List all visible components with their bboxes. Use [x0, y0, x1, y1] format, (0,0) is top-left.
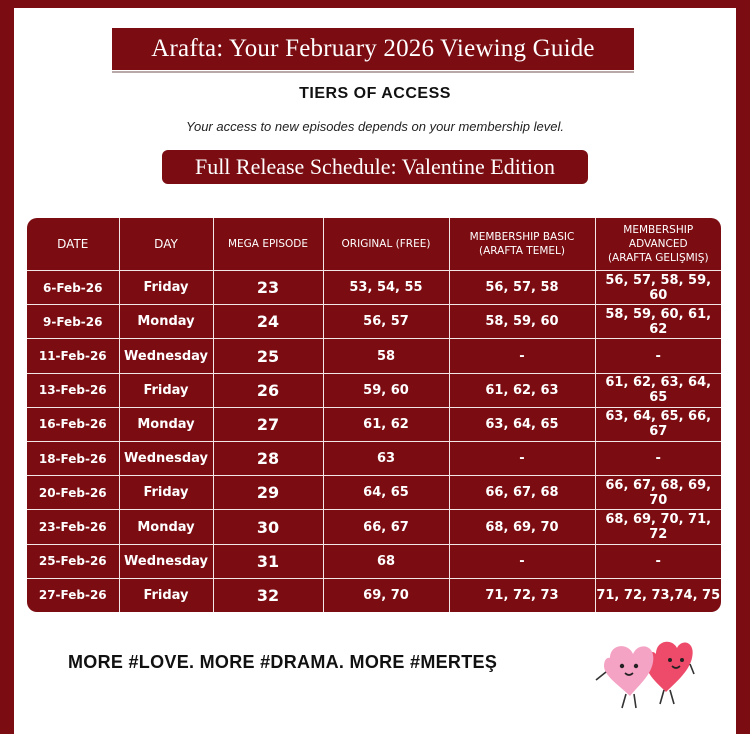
cell-date: 16-Feb-26 [27, 407, 119, 441]
cell-date: 27-Feb-26 [27, 578, 119, 612]
table-row [27, 544, 721, 578]
cell-basic: 68, 69, 70 [449, 510, 595, 544]
table-row [27, 476, 721, 510]
cell-basic: - [449, 544, 595, 578]
cell-date: 6-Feb-26 [27, 271, 119, 305]
cell-advanced: 63, 64, 65, 66, 67 [595, 407, 721, 441]
cell-original: 53, 54, 55 [323, 271, 449, 305]
cell-day: Wednesday [119, 442, 213, 476]
schedule-title: Full Release Schedule: Valentine Edition [162, 150, 588, 184]
cell-original: 69, 70 [323, 578, 449, 612]
cell-day: Wednesday [119, 544, 213, 578]
cell-date: 18-Feb-26 [27, 442, 119, 476]
cell-original: 58 [323, 339, 449, 373]
page-title: Arafta: Your February 2026 Viewing Guide [112, 28, 634, 70]
cell-day: Monday [119, 510, 213, 544]
cell-day: Friday [119, 373, 213, 407]
cell-original: 59, 60 [323, 373, 449, 407]
column-header-original: ORIGINAL (FREE) [323, 218, 449, 271]
schedule-table-container [27, 218, 721, 612]
cell-original: 64, 65 [323, 476, 449, 510]
cell-basic: 66, 67, 68 [449, 476, 595, 510]
cell-advanced: - [595, 544, 721, 578]
cell-mega: 27 [213, 407, 323, 441]
cell-basic: 56, 57, 58 [449, 271, 595, 305]
cell-day: Monday [119, 407, 213, 441]
cell-date: 25-Feb-26 [27, 544, 119, 578]
table-row [27, 373, 721, 407]
cell-mega: 29 [213, 476, 323, 510]
hearts-icon [586, 632, 696, 714]
cell-mega: 28 [213, 442, 323, 476]
cell-mega: 26 [213, 373, 323, 407]
cell-basic: 61, 62, 63 [449, 373, 595, 407]
cell-mega: 23 [213, 271, 323, 305]
cell-mega: 25 [213, 339, 323, 373]
cell-advanced: 56, 57, 58, 59, 60 [595, 271, 721, 305]
column-header-date: DATE [27, 218, 119, 271]
cell-advanced: 66, 67, 68, 69, 70 [595, 476, 721, 510]
cell-date: 20-Feb-26 [27, 476, 119, 510]
cell-original: 68 [323, 544, 449, 578]
cell-mega: 24 [213, 305, 323, 339]
access-note: Your access to new episodes depends on your membership level. [186, 119, 564, 134]
cell-original: 63 [323, 442, 449, 476]
title-divider [112, 71, 634, 73]
cell-basic: - [449, 339, 595, 373]
table-header-row [27, 218, 721, 271]
table-row [27, 271, 721, 305]
cell-date: 11-Feb-26 [27, 339, 119, 373]
schedule-table [27, 218, 721, 612]
guide-card [14, 8, 736, 734]
table-row [27, 510, 721, 544]
cell-original: 66, 67 [323, 510, 449, 544]
table-row [27, 578, 721, 612]
column-header-basic: MEMBERSHIP BASIC (ARAFTA TEMEL) [449, 218, 595, 271]
table-row [27, 305, 721, 339]
tiers-heading: TIERS OF ACCESS [299, 85, 451, 102]
cell-date: 13-Feb-26 [27, 373, 119, 407]
cell-mega: 30 [213, 510, 323, 544]
cell-original: 56, 57 [323, 305, 449, 339]
column-header-day: DAY [119, 218, 213, 271]
cell-mega: 31 [213, 544, 323, 578]
cell-advanced: 58, 59, 60, 61, 62 [595, 305, 721, 339]
cell-day: Friday [119, 578, 213, 612]
table-row [27, 339, 721, 373]
cell-day: Friday [119, 476, 213, 510]
cell-day: Monday [119, 305, 213, 339]
cell-day: Friday [119, 271, 213, 305]
footer-slogan: MORE #LOVE. MORE #DRAMA. MORE #MERTEŞ [68, 652, 498, 672]
cell-advanced: 61, 62, 63, 64, 65 [595, 373, 721, 407]
cell-basic: 58, 59, 60 [449, 305, 595, 339]
cell-basic: - [449, 442, 595, 476]
cell-original: 61, 62 [323, 407, 449, 441]
column-header-mega-episode: MEGA EPISODE [213, 218, 323, 271]
cell-basic: 63, 64, 65 [449, 407, 595, 441]
cell-advanced: - [595, 442, 721, 476]
cell-basic: 71, 72, 73 [449, 578, 595, 612]
cell-mega: 32 [213, 578, 323, 612]
cell-advanced: - [595, 339, 721, 373]
cell-date: 9-Feb-26 [27, 305, 119, 339]
cell-advanced: 68, 69, 70, 71, 72 [595, 510, 721, 544]
cell-advanced: 71, 72, 73,74, 75 [595, 578, 721, 612]
cell-day: Wednesday [119, 339, 213, 373]
table-row [27, 407, 721, 441]
column-header-advanced: MEMBERSHIP ADVANCED (ARAFTA GELIŞMIŞ) [595, 218, 721, 271]
table-row [27, 442, 721, 476]
cell-date: 23-Feb-26 [27, 510, 119, 544]
